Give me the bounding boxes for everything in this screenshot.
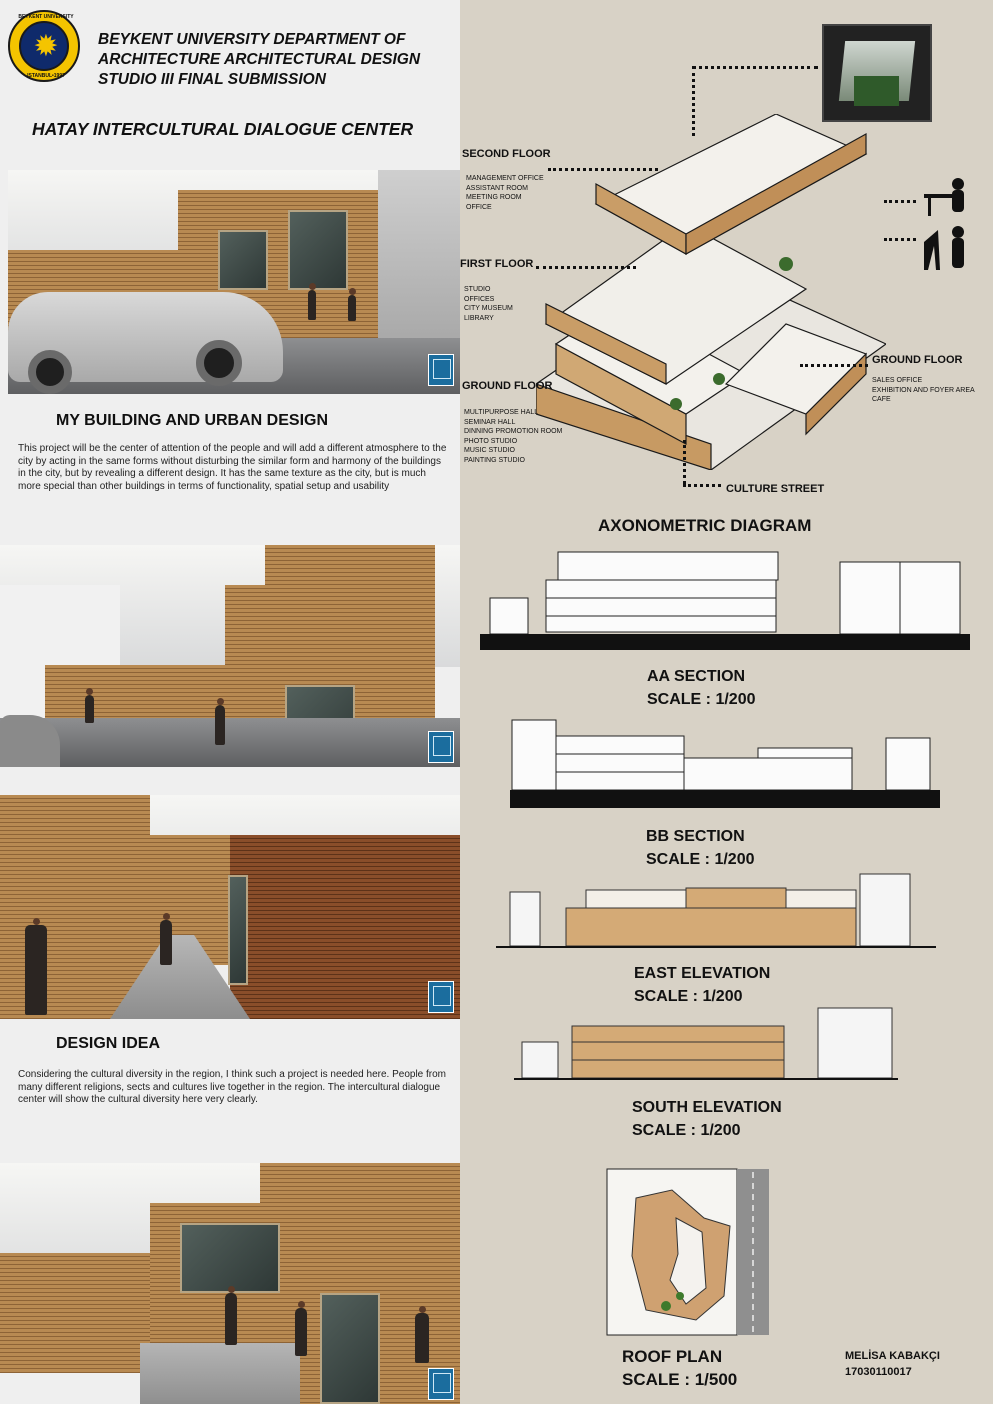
leader-line xyxy=(548,168,658,171)
first-floor-label: FIRST FLOOR xyxy=(460,258,534,270)
floor-room: MULTIPURPOSE HALL xyxy=(464,409,539,416)
bb-section-drawing xyxy=(494,718,944,810)
leader-line xyxy=(683,440,686,484)
drawing-scale: SCALE : 1/200 xyxy=(646,851,755,868)
author-block xyxy=(845,1348,940,1380)
floor-room: EXHIBITION AND FOYER AREA xyxy=(872,386,975,394)
floor-room: PHOTO STUDIO xyxy=(464,437,518,445)
lumion-badge-icon xyxy=(428,731,454,763)
author-name: MELİSA KABAKÇI xyxy=(845,1350,940,1362)
floor-room: ASSISTANT ROOM xyxy=(466,184,528,192)
second-floor-label: SECOND FLOOR xyxy=(462,148,551,160)
drawing-name: ROOF PLAN xyxy=(622,1347,723,1366)
urban-text: This project will be the center of attention of the people and will add a different atmosphere to the city by acting in the same forms without disturbing the similar form and harmony of the buildings in the city, but by revealing a different design. It has the same texture as the city, but is much more special than other buildings in terms of functionality, spatial setup and usability xyxy=(18,443,447,492)
floor-room: MANAGEMENT OFFICE xyxy=(466,175,544,182)
second-floor-list xyxy=(466,174,544,212)
leader-line xyxy=(800,364,868,367)
seal-bottom-text: ISTANBUL•1997 xyxy=(27,73,65,79)
header-title-line: ARCHITECTURE ARCHITECTURAL DESIGN xyxy=(98,51,421,68)
render-alley-view xyxy=(0,795,460,1019)
seal-emblem xyxy=(19,21,69,71)
design-idea-heading: DESIGN IDEA xyxy=(56,1035,161,1052)
floor-room: SEMINAR HALL xyxy=(464,418,516,426)
floor-room: STUDIO xyxy=(464,286,491,293)
bb-section-title xyxy=(646,825,754,871)
floor-room: SALES OFFICE xyxy=(872,377,923,384)
aa-section-title xyxy=(647,665,755,711)
university-seal xyxy=(8,10,80,82)
drawing-name: BB SECTION xyxy=(646,828,745,845)
person-at-desk-icon xyxy=(920,172,972,272)
author-id: 17030110017 xyxy=(845,1366,912,1378)
floor-room: PAINTING STUDIO xyxy=(464,456,525,464)
render-courtyard-view xyxy=(0,1163,460,1404)
floor-room: MUSIC STUDIO xyxy=(464,447,515,454)
drawing-name: EAST ELEVATION xyxy=(634,965,771,982)
render-street-view-1 xyxy=(8,170,460,394)
floor-room: OFFICES xyxy=(464,295,495,303)
drawing-scale: SCALE : 1/500 xyxy=(622,1370,738,1389)
roof-plan-title xyxy=(622,1345,737,1391)
header-title-line: BEYKENT UNIVERSITY DEPARTMENT OF xyxy=(98,31,406,48)
drawing-scale: SCALE : 1/200 xyxy=(634,988,743,1005)
header-title xyxy=(98,30,458,90)
sun-icon: ✹ xyxy=(33,29,59,64)
aa-section-drawing xyxy=(464,544,974,654)
east-elevation-drawing xyxy=(496,872,936,950)
floor-room: CITY MUSEUM xyxy=(464,305,513,312)
header-title-line: STUDIO III FINAL SUBMISSION xyxy=(98,71,326,88)
ground-floor-right-label: GROUND FLOOR xyxy=(872,354,963,366)
lumion-badge-icon xyxy=(428,981,454,1013)
drawing-scale: SCALE : 1/200 xyxy=(647,691,756,708)
render-street-view-2 xyxy=(0,545,460,767)
urban-heading: MY BUILDING AND URBAN DESIGN xyxy=(56,412,329,429)
drawing-name: SOUTH ELEVATION xyxy=(632,1099,782,1116)
south-elevation-title xyxy=(632,1096,782,1142)
first-floor-list xyxy=(464,285,513,323)
roof-plan-drawing xyxy=(606,1168,770,1338)
drawing-name: AA SECTION xyxy=(647,668,746,685)
lumion-badge-icon xyxy=(428,1368,454,1400)
ground-floor-left-label: GROUND FLOOR xyxy=(462,380,553,392)
floor-room: MEETING ROOM xyxy=(466,194,522,201)
lumion-badge-icon xyxy=(428,354,454,386)
project-title: HATAY INTERCULTURAL DIALOGUE CENTER xyxy=(32,119,414,139)
south-elevation-drawing xyxy=(514,1006,898,1082)
floor-room: CAFE xyxy=(872,396,891,403)
ground-floor-right-list xyxy=(872,376,975,405)
leader-line xyxy=(692,66,818,69)
floor-room: DINNING PROMOTION ROOM xyxy=(464,428,563,435)
culture-street-label: CULTURE STREET xyxy=(726,483,825,495)
floor-room: OFFICE xyxy=(466,203,492,211)
leader-line xyxy=(884,200,916,203)
ground-floor-left-list xyxy=(464,408,562,465)
axonometric-title: AXONOMETRIC DIAGRAM xyxy=(598,516,812,535)
floor-room: LIBRARY xyxy=(464,314,494,322)
courtyard-photo xyxy=(822,24,932,122)
leader-line xyxy=(884,238,916,241)
design-idea-text: Considering the cultural diversity in the region, I think such a project is needed here. People from many different religions, sects and cultures live together in the region. The intercultural dialogue center will show the cultural diversity here very clearly. xyxy=(18,1069,447,1105)
leader-line xyxy=(536,266,636,269)
east-elevation-title xyxy=(634,962,770,1008)
leader-line xyxy=(683,484,721,487)
seal-top-text: BEYKENT UNIVERSITY xyxy=(18,14,74,20)
drawing-scale: SCALE : 1/200 xyxy=(632,1122,741,1139)
